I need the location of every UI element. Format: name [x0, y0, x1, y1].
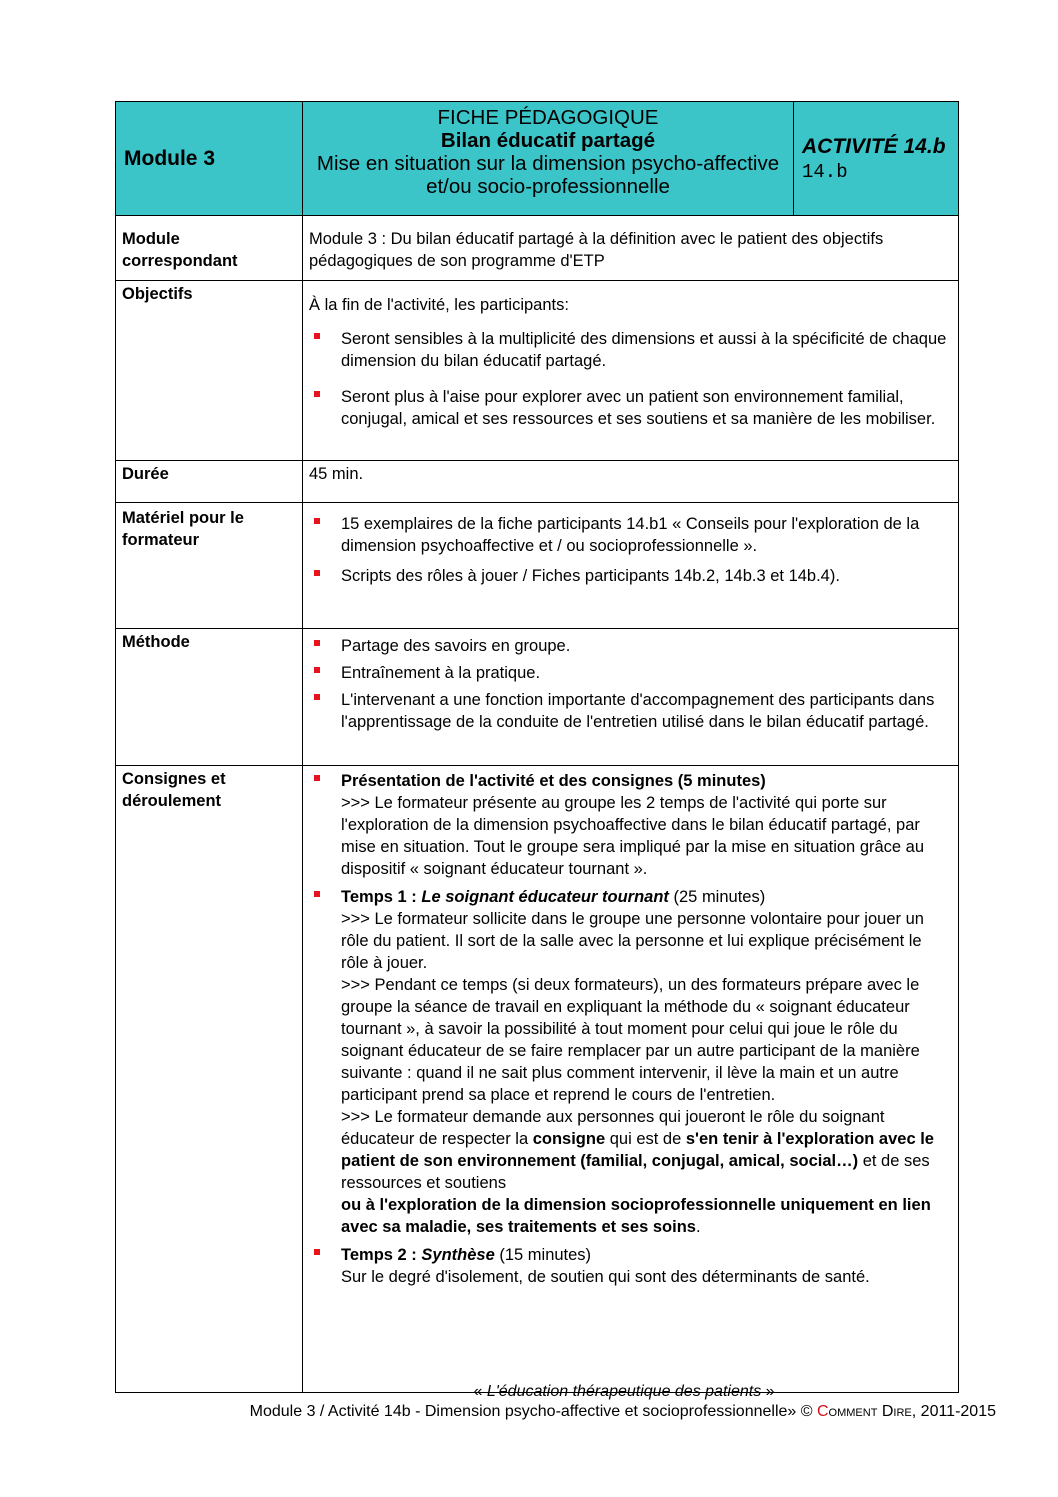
- step-duration: (25 minutes): [668, 888, 766, 906]
- step-text: >>> Pendant ce temps (si deux formateurs), un des formateurs prépare avec le groupe la séance de travail en expliquant la méthode du « soignant éducateur tournant », à savoir la possibilité à tout moment pour celui qui joue le rôle du soignant éducateur de se faire remplacer par un autre participant de la manière suivante : quand il ne sait plus comment intervenir, il lève la main et un autre participant prend sa place et reprend le cours de l'entretien.: [341, 976, 920, 1104]
- pedagogical-sheet-table: [115, 101, 959, 1393]
- header-row: [116, 102, 959, 216]
- row-label: Durée: [116, 461, 303, 503]
- footer-year: , 2011-2015: [911, 1403, 996, 1420]
- activity-code: 14.b: [802, 160, 848, 183]
- objectifs-list: [309, 328, 948, 430]
- row-label: Module correspondant: [116, 216, 303, 281]
- row-value: [303, 281, 959, 461]
- step-text: qui est de: [605, 1130, 686, 1148]
- footer-line-1: [0, 1382, 1058, 1402]
- footer-brand-initial: C: [816, 1403, 829, 1420]
- step-prefix: Temps 1 :: [341, 888, 422, 906]
- activity-block: [794, 102, 959, 216]
- list-item: [309, 886, 948, 1238]
- step-text: >>> Le formateur présente au groupe les 2 temps de l'activité qui porte sur l'exploration de la dimension psychoaffective dans le bilan éducatif partagé, par mise en situation. Tout le groupe sera impliqué par la mise en situation grâce au dispositif « soignant éducateur tournant ».: [341, 794, 925, 878]
- list-item: 15 exemplaires de la fiche participants 14.b1 « Conseils pour l'exploration de la dimension psychoaffective et / ou socioprofessionnelle ».: [309, 513, 948, 557]
- module-title: Module 3: [116, 102, 303, 216]
- row-value: [303, 503, 959, 629]
- list-item: Partage des savoirs en groupe.: [309, 635, 948, 657]
- step-title: Synthèse: [421, 1246, 495, 1264]
- footer-brand: omment Dire: [828, 1403, 912, 1420]
- footer-quote-close: »: [761, 1383, 775, 1400]
- row-value: [303, 629, 959, 766]
- step-text-bold: ou à l'exploration de la dimension socioprofessionnelle uniquement en lien avec sa maladie, ses traitements et ses soins: [341, 1196, 931, 1236]
- step-text: et de ses ressources et soutiens: [341, 1152, 930, 1192]
- row-label: Consignes et déroulement: [116, 766, 303, 1393]
- row-materiel: [116, 503, 959, 629]
- footer-line-2: [0, 1402, 1058, 1422]
- row-methode: [116, 629, 959, 766]
- step-duration: (15 minutes): [494, 1246, 592, 1264]
- list-item: [309, 1244, 948, 1288]
- sheet-title: Bilan éducatif partagé: [440, 129, 656, 152]
- step-text: >>> Le formateur demande aux personnes qui joueront le rôle du soignant éducateur de respecter la: [341, 1108, 885, 1148]
- step-text: .: [695, 1218, 701, 1236]
- row-label: Objectifs: [116, 281, 303, 461]
- list-item: Scripts des rôles à jouer / Fiches participants 14b.2, 14b.3 et 14b.4).: [309, 565, 948, 587]
- fiche-label: FICHE PÉDAGOGIQUE: [437, 106, 659, 129]
- footer-text: Module 3 / Activité 14b - Dimension psycho-affective et socioprofessionnelle» ©: [249, 1403, 817, 1420]
- step-text-bold: consigne: [532, 1130, 606, 1148]
- row-value: 45 min.: [303, 461, 959, 503]
- row-label: Méthode: [116, 629, 303, 766]
- row-module-correspondant: [116, 216, 959, 281]
- step-text-bold: s'en tenir à l'exploration avec le patient de son environnement (familial, conjugal, amical, social…): [341, 1130, 934, 1170]
- activity-label: ACTIVITÉ 14.b: [802, 134, 946, 158]
- consignes-list: [309, 770, 948, 1288]
- list-item: Seront sensibles à la multiplicité des dimensions et aussi à la spécificité de chaque dimension du bilan éducatif partagé.: [309, 328, 948, 372]
- footer-quote-open: «: [473, 1383, 487, 1400]
- step-title: Le soignant éducateur tournant: [421, 888, 669, 906]
- step-text: >>> Le formateur sollicite dans le groupe une personne volontaire pour jouer un rôle du patient. Il sort de la salle avec la personne et lui explique précisément le rôle à jouer.: [341, 910, 924, 972]
- row-value: Module 3 : Du bilan éducatif partagé à la définition avec le patient des objectifs pédagogiques de son programme d'ETP: [303, 216, 959, 281]
- list-item: Seront plus à l'aise pour explorer avec un patient son environnement familial, conjugal, amical et ses ressources et ses soutiens et sa manière de les mobiliser.: [309, 386, 948, 430]
- footer-book-title: L'éducation thérapeutique des patients: [486, 1383, 762, 1400]
- step-text: Sur le degré d'isolement, de soutien qui sont des déterminants de santé.: [341, 1268, 870, 1286]
- row-duree: [116, 461, 959, 503]
- sheet-subtitle: Mise en situation sur la dimension psycho-affective et/ou socio-professionnelle: [316, 152, 780, 198]
- row-objectifs: [116, 281, 959, 461]
- objectifs-intro: À la fin de l'activité, les participants:: [309, 296, 569, 314]
- list-item: L'intervenant a une fonction importante d'accompagnement des participants dans l'apprentissage de la conduite de l'entretien utilisé dans le bilan éducatif partagé.: [309, 689, 948, 733]
- page-footer: [0, 1382, 1058, 1422]
- list-item: Entraînement à la pratique.: [309, 662, 948, 684]
- sheet-title-block: [303, 102, 794, 216]
- row-label: Matériel pour le formateur: [116, 503, 303, 629]
- step-prefix: Temps 2 :: [341, 1246, 422, 1264]
- list-item: [309, 770, 948, 880]
- row-consignes: [116, 766, 959, 1393]
- methode-list: [309, 635, 948, 733]
- materiel-list: [309, 513, 948, 587]
- row-value: [303, 766, 959, 1393]
- step-title: Présentation de l'activité et des consignes (5 minutes): [341, 772, 766, 790]
